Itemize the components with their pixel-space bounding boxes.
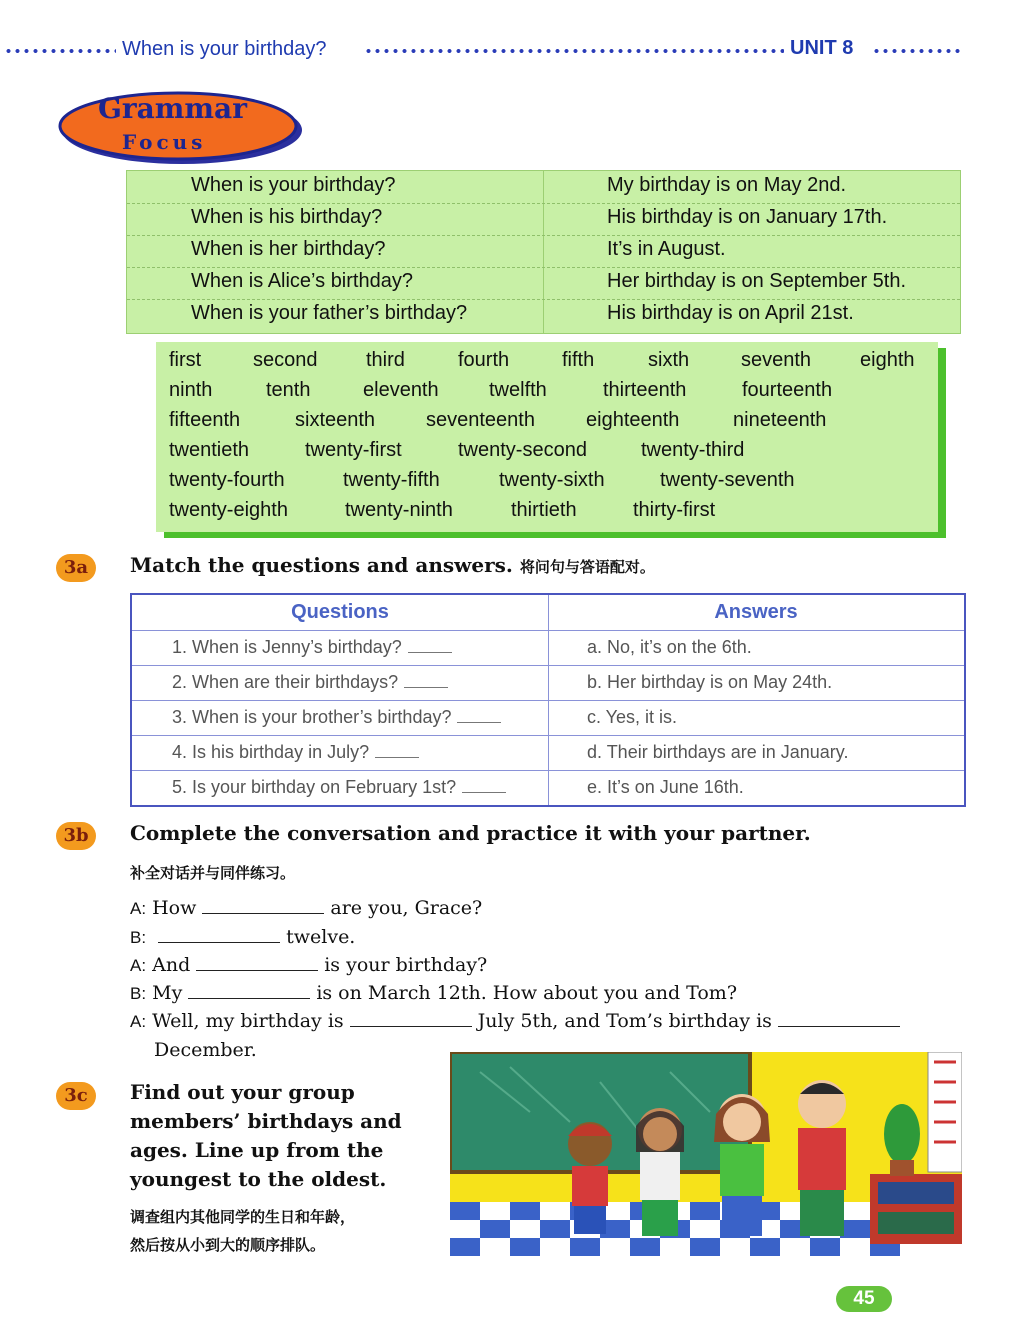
grammar-question: When is your father’s birthday? [191,302,468,324]
ordinal-word: eighteenth [586,409,680,431]
conversation-text: are you, Grace? [330,897,483,919]
match-question [172,672,448,693]
match-answer: a. No, it’s on the 6th. [587,637,752,657]
table-row [132,770,964,805]
grammar-answer: Her birthday is on September 5th. [607,270,907,292]
ordinal-word: nineteenth [733,409,827,431]
ordinal-word: seventeenth [426,409,535,431]
grammar-answer: His birthday is on January 17th. [607,206,888,228]
section-3a-title [130,553,655,577]
header-dots-middle [364,48,784,54]
ordinal-word: fourth [458,349,510,371]
conversation-blank[interactable] [350,1012,472,1027]
section-3c-line: youngest to the oldest. [130,1167,387,1191]
speaker-label: B: [130,984,147,1003]
ordinal-word: third [366,349,405,371]
table-row [127,267,960,300]
ordinal-word: eighth [860,349,915,371]
header-dots-right [872,48,960,54]
conversation-text: is your birthday? [324,954,488,976]
answer-blank[interactable] [462,780,506,793]
section-3b-title: Complete the conversation and practice it with your partner. [130,821,811,845]
table-row [127,203,960,236]
header-title: When is your birthday? [122,38,327,60]
ordinal-word: twenty-second [458,439,587,461]
match-answer: e. It’s on June 16th. [587,777,744,797]
conversation-blank[interactable] [778,1012,900,1027]
section-3c-cn: 调查组内其他同学的生日和年龄， [130,1208,356,1226]
table-header-row [132,595,964,631]
badge-subtitle: Focus [122,130,207,154]
grammar-answer: His birthday is on April 21st. [607,302,854,324]
answer-blank[interactable] [457,710,501,723]
header-dots-left [4,48,116,54]
conversation-text: My [152,982,183,1004]
answer-blank[interactable] [375,745,419,758]
conversation-line [130,954,487,976]
match-question [172,637,452,658]
ordinal-word: first [169,349,202,371]
section-3b-title-cn: 补全对话并与同伴练习。 [130,864,296,882]
ordinal-word: fourteenth [742,379,833,401]
answer-blank[interactable] [404,675,448,688]
ordinal-word: fifteenth [169,409,241,431]
ordinal-word: tenth [266,379,311,401]
conversation-blank[interactable] [196,956,318,971]
match-answer: d. Their birthdays are in January. [587,742,849,762]
ordinal-word: second [253,349,318,371]
ordinal-word: twelfth [489,379,547,401]
ordinal-word: fifth [562,349,595,371]
match-question-text: 3. When is your brother’s birthday? [172,707,452,727]
ordinal-word: sixth [648,349,690,371]
section-3c-line: members’ birthdays and [130,1109,402,1133]
ordinal-word: twenty-fourth [169,469,285,491]
table-row [127,299,960,331]
section-3c-label: 3c [56,1082,96,1110]
ordinal-word: ninth [169,379,213,401]
conversation-text: July 5th, and Tom’s birthday is [477,1010,772,1032]
section-3b-label: 3b [56,822,96,850]
grammar-question: When is your birthday? [191,174,396,196]
conversation-line [130,1010,900,1032]
students-lineup-icon [450,1052,962,1256]
conversation-text: is on March 12th. How about you and Tom? [316,982,738,1004]
ordinal-word: twenty-ninth [345,499,453,521]
page-header [0,36,1024,66]
match-question-text: 4. Is his birthday in July? [172,742,370,762]
grammar-question: When is his birthday? [191,206,383,228]
table-row [132,735,964,771]
conversation-text: And [152,954,191,976]
conversation-blank[interactable] [202,899,324,914]
section-3a-label: 3a [56,554,96,582]
ordinal-word: twenty-third [641,439,745,461]
table-row [132,630,964,666]
conversation-line [130,897,482,919]
speaker-label: A: [130,899,147,918]
speaker-label: A: [130,956,147,975]
table-row [132,700,964,736]
ordinal-word: twenty-eighth [169,499,288,521]
grammar-table [126,170,961,334]
ordinal-word: thirty-first [633,499,716,521]
ordinal-word: thirteenth [603,379,687,401]
match-question-text: 5. Is your birthday on February 1st? [172,777,457,797]
classroom-illustration [450,1052,962,1256]
match-answer: c. Yes, it is. [587,707,678,727]
match-question [172,742,419,763]
ordinal-word: seventh [741,349,812,371]
answer-blank[interactable] [408,640,452,653]
conversation-text: How [152,897,197,919]
match-question-text: 2. When are their birthdays? [172,672,399,692]
ordinal-numbers-box [156,342,938,532]
section-3c-line: ages. Line up from the [130,1138,384,1162]
ordinal-word: thirtieth [511,499,577,521]
ordinal-word: twenty-fifth [343,469,440,491]
ordinal-word: twenty-first [305,439,402,461]
match-question-text: 1. When is Jenny’s birthday? [172,637,402,657]
match-question [172,777,506,798]
column-header-questions: Questions [291,601,389,623]
section-3a-title-text: Match the questions and answers. [130,553,513,577]
grammar-answer: It’s in August. [607,238,726,260]
speaker-label: B: [130,928,147,947]
conversation-text: Well, my birthday is [152,1010,344,1032]
match-table [130,593,966,807]
badge-title: Grammar [98,92,247,125]
speaker-label: A: [130,1012,147,1031]
ordinal-word: twenty-seventh [660,469,795,491]
section-3a-title-cn: 将问句与答语配对。 [519,558,655,576]
ordinal-word: sixteenth [295,409,376,431]
grammar-question: When is her birthday? [191,238,386,260]
match-question [172,707,501,728]
section-3c-cn: 然后按从小到大的顺序排队。 [130,1236,326,1254]
table-row [132,665,964,701]
table-row [127,235,960,268]
conversation-blank[interactable] [158,928,280,943]
grammar-question: When is Alice’s birthday? [191,270,413,292]
conversation-blank[interactable] [188,984,310,999]
section-3c-line: Find out your group [130,1080,355,1104]
grammar-answer: My birthday is on May 2nd. [607,174,846,196]
column-header-answers: Answers [714,601,798,623]
table-row [127,171,960,204]
conversation-line [130,926,355,948]
conversation-text: twelve. [286,926,356,948]
ordinal-word: twenty-sixth [499,469,605,491]
ordinal-word: twentieth [169,439,250,461]
grammar-focus-badge [56,88,304,166]
conversation-line [130,982,737,1004]
ordinal-word: eleventh [363,379,439,401]
conversation-text: December. [154,1039,257,1061]
page-number: 45 [836,1286,892,1312]
match-answer: b. Her birthday is on May 24th. [587,672,833,692]
header-unit: UNIT 8 [790,37,854,59]
